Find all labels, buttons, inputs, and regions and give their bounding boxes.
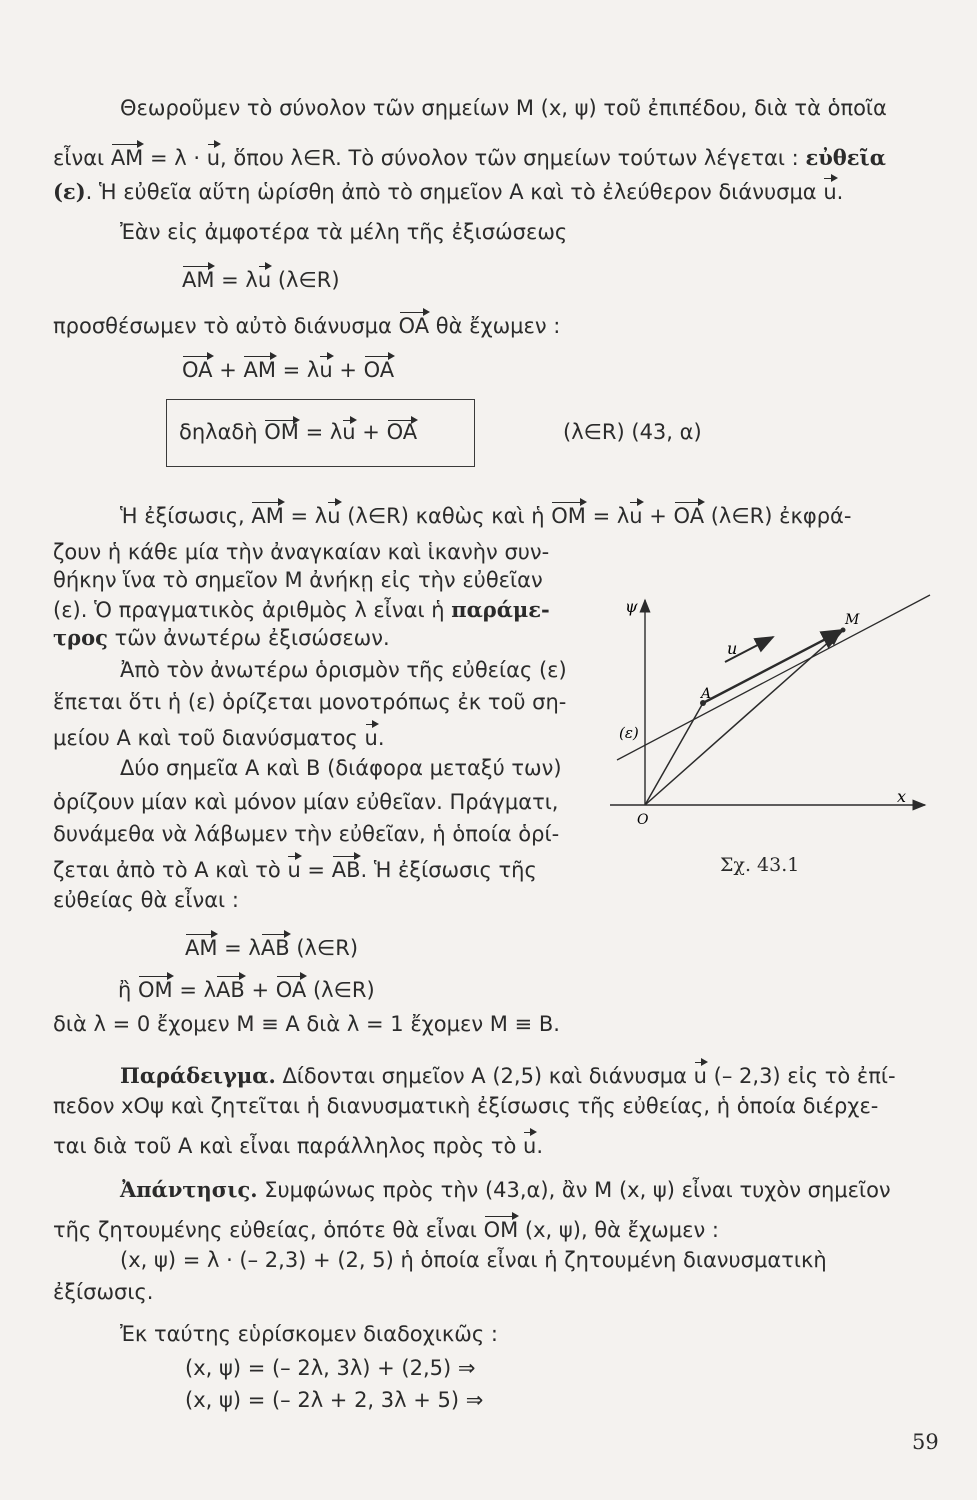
text: = λ [275,358,320,382]
label-y: ψ [625,597,638,616]
term-bold: τρος [53,625,108,650]
text: (λ∈R) καθὼς καὶ ἡ [340,504,552,528]
vector-om: OM [264,420,299,444]
label-o: O [637,812,649,828]
text: = λ [217,936,261,960]
text: (λ∈R) [289,936,359,960]
text: = λ [283,504,328,528]
vector-u: u [694,1060,707,1090]
text-line-11 [53,596,550,624]
text: (x, ψ) = (– 2λ + 2, 3λ + 5) ⇒ [185,1388,484,1412]
vector-om: OM [138,974,173,1004]
text: (λ∈R) [271,268,340,292]
text-line-16 [120,754,562,782]
text-line-12 [53,624,390,652]
text: τῆς ζητουμένης εὐθείας, ὁπότε θὰ εἶναι [53,1218,484,1242]
text: εὐθείας θὰ εἶναι : [53,888,239,912]
term-bold: (ε) [53,179,86,204]
text: διὰ λ = 0 ἔχομεν M ≡ A διὰ λ = 1 ἔχομεν M ≡ B. [53,1012,560,1036]
vector-u: u [523,1130,536,1160]
vector-u: u [365,722,378,752]
text-line-30 [53,1278,153,1306]
text: + [355,420,387,444]
vector-oa: OA [674,500,705,530]
text: ἐξίσωσις. [53,1280,154,1304]
vector-ab: AB [332,854,361,884]
term-bold: εὐθεῖα [805,145,886,170]
text-line-19 [53,854,537,884]
text: . Ἡ εὐθεῖα αὕτη ὡρίσθη ἀπὸ τὸ σημεῖον A καὶ τὸ ἐλεύθερον διάνυσμα [85,180,824,204]
vector-oa-segment [645,703,703,805]
text: Ἀπὸ τὸν ἀνωτέρω ὁρισμὸν τῆς εὐθείας (ε) [120,658,567,682]
text: + [244,978,276,1002]
label-u: u [727,639,738,658]
text: (λ∈R) ἐκφρά- [704,504,852,528]
label-x: x [897,787,907,806]
figure-caption: Σχ. 43.1 [720,854,800,876]
boxed-equation [166,399,475,467]
vector-om-segment [645,632,840,805]
label-m: M [845,612,860,628]
text: ὁρίζουν μίαν καὶ μόνον μίαν εὐθεῖαν. Πράγματι, [53,790,559,814]
text: (– 2,3) εἰς τὸ ἐπί- [706,1064,896,1088]
vector-am: AM [243,354,275,384]
vector-u: u [258,264,271,294]
vector-am: AM [182,264,214,294]
text: = λ [585,504,630,528]
text: = [300,858,332,882]
vector-u: u [319,354,332,384]
vector-am: AM [111,142,143,172]
equation-line-21 [185,932,358,962]
text: = λ [298,420,343,444]
text: , ὅπου λ∈R. Τὸ σύνολον τῶν σημείων τούτων λέγεται : [220,146,806,170]
text: τῶν ἀνωτέρω ἐξισώσεων. [107,626,390,650]
vector-am: AM [185,932,217,962]
vector-oa: OA [364,354,395,384]
vector-u: u [629,500,642,530]
vector-u: u [207,142,220,172]
text-line-27 [120,1176,891,1204]
text: ζουν ἡ κάθε μία τὴν ἀναγκαίαν καὶ ἱκανὴν συν- [53,540,550,564]
text: Ἡ ἐξίσωσις, [120,504,252,528]
text: (x, ψ) = (– 2λ, 3λ) + (2,5) ⇒ [185,1356,476,1380]
text: . Ἡ ἐξίσωσις τῆς [360,858,537,882]
text: εἶναι [53,146,111,170]
text: (ε). Ὁ πραγματικὸς ἀριθμὸς λ εἶναι ἡ [53,598,452,622]
text: δηλαδὴ [179,420,265,444]
text-line-31 [120,1320,498,1348]
text-line-26 [53,1130,543,1160]
text-line-17 [53,788,559,816]
text-line-18 [53,820,559,848]
text-line-25 [53,1092,878,1120]
text-line-14 [53,688,566,716]
vector-oa: OA [276,974,307,1004]
vector-u: u [327,500,340,530]
text-line-23 [53,1010,560,1038]
vector-oa: OA [386,420,418,444]
text: + [642,504,674,528]
equation-line-5 [182,264,340,294]
text: Ἐκ ταύτης εὑρίσκομεν διαδοχικῶς : [120,1322,498,1346]
text: Δύο σημεῖα A καὶ B (διάφορα μεταξύ των) [120,756,562,780]
vector-u: u [823,176,836,206]
equation-tag: (λ∈R) (43, α) [563,420,702,444]
vector-u: u [342,420,356,444]
text-line-24 [120,1060,896,1090]
text-line-6 [53,310,560,340]
text: = λ [172,978,217,1002]
text: (λ∈R) [306,978,375,1002]
text: . [536,1134,543,1158]
text: . [836,180,844,204]
boxed-equation-content [179,418,417,444]
text-line-2 [53,142,886,172]
answer-heading: Ἀπάντησις. [120,1177,258,1202]
text: ἢ [118,978,138,1002]
text: προσθέσωμεν τὸ αὐτὸ διάνυσμα [53,314,399,338]
equation-line-33 [185,1386,483,1414]
text: πεδον xOψ καὶ ζητεῖται ἡ διανυσματικὴ ἐξίσωσις τῆς εὐθείας, ἡ ὁποία διέρχε- [53,1094,879,1118]
vector-u: u [287,854,300,884]
text-line-9 [53,538,549,566]
text-line-20 [53,886,239,914]
text: ζεται ἀπὸ τὸ A καὶ τὸ [53,858,288,882]
text: θὰ ἔχωμεν : [429,314,561,338]
text-line-29 [120,1246,827,1274]
label-a: A [701,686,712,702]
text: + [332,358,364,382]
text: ται διὰ τοῦ A καὶ εἶναι παράλληλος πρὸς τὸ [53,1134,523,1158]
text: Ἐὰν εἰς ἀμφοτέρα τὰ μέλη τῆς ἐξισώσεως [120,220,568,244]
text-line-13 [120,656,567,684]
text: Συμφώνως πρὸς τὴν (43,α), ἂν M (x, ψ) εἶναι τυχὸν σημεῖον [257,1178,891,1202]
line-epsilon [617,595,930,760]
equation-line-7 [182,354,394,384]
equation-line-22 [118,974,375,1004]
vector-oa: OA [399,310,430,340]
vector-ab: AB [216,974,245,1004]
text: μείου A καὶ τοῦ διανύσματος [53,726,365,750]
example-heading: Παράδειγμα. [120,1063,276,1088]
text: Θεωροῦμεν τὸ σύνολον τῶν σημείων M (x, ψ) τοῦ ἐπιπέδου, διὰ τὰ ὁποῖα [120,96,887,120]
text-line-15 [53,722,385,752]
text: δυνάμεθα νὰ λάβωμεν τὴν εὐθεῖαν, ἡ ὁποία ὁρί- [53,822,560,846]
text-line-1 [120,94,887,122]
text: = λ · [143,146,207,170]
vector-am: AM [251,500,283,530]
text: (x, ψ) = λ · (– 2,3) + (2, 5) ἡ ὁποία εἶναι ἡ ζητουμένη διανυσματικὴ [120,1248,827,1272]
equation-line-32 [185,1354,475,1382]
text: (x, ψ), θὰ ἔχωμεν : [518,1218,719,1242]
text-line-4 [120,218,567,246]
label-epsilon: (ε) [619,724,639,742]
figure-43-1 [605,590,935,840]
point-m [841,628,846,633]
text-line-28 [53,1214,719,1244]
text-line-3 [53,176,843,206]
text: = λ [214,268,258,292]
text: Δίδονται σημεῖον A (2,5) καὶ διάνυσμα [275,1064,694,1088]
term-bold: παράμε- [451,597,550,622]
text-line-8 [120,500,851,530]
text: ἕπεται ὅτι ἡ (ε) ὁρίζεται μονοτρόπως ἐκ τοῦ ση- [53,690,567,714]
vector-ab: AB [261,932,290,962]
vector-om: OM [551,500,586,530]
text: . [377,726,385,750]
text: + [212,358,244,382]
text: θήκην ἵνα τὸ σημεῖον M ἀνήκῃ εἰς τὴν εὐθεῖαν [53,568,543,592]
text-line-10 [53,566,543,594]
vector-om: OM [484,1214,519,1244]
page-number: 59 [912,1430,939,1454]
vector-oa: OA [182,354,213,384]
